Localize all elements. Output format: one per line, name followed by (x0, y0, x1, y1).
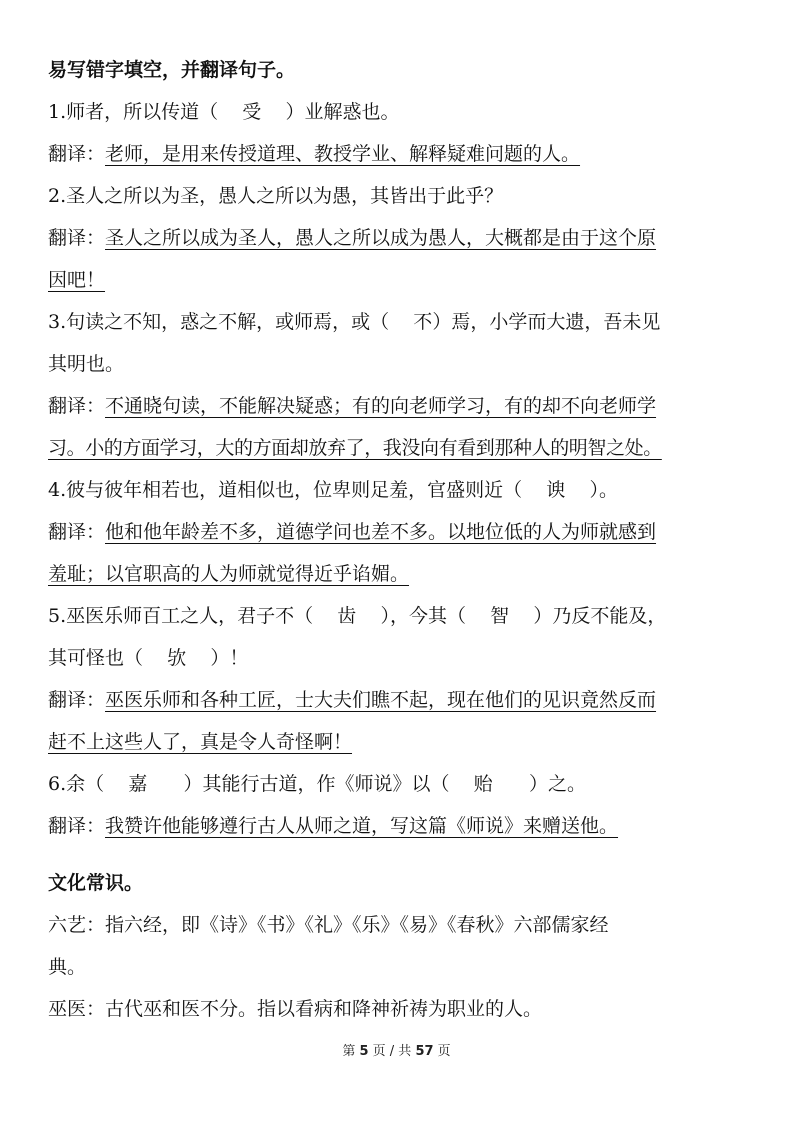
translation-6 (48, 813, 748, 839)
question-3-line2: 其明也。 (48, 353, 125, 375)
footer-post: 页 (433, 1044, 451, 1059)
translation-5-text-line1: 巫医乐师和各种工匠，士大夫们瞧不起，现在他们的见识竟然反而 (105, 689, 657, 711)
translation-label: 翻译： (48, 143, 106, 165)
translation-1-text: 老师，是用来传授道理、教授学业、解释疑难问题的人。 (105, 143, 581, 165)
translation-6-text: 我赞许他能够遵行古人从师之道，写这篇《师说》来赠送他。 (105, 815, 619, 837)
translation-2 (48, 225, 748, 251)
question-6 (48, 771, 748, 797)
question-5-line2-text: 其可怪也（ (48, 647, 144, 669)
section-title-typos: 易写错字填空，并翻译句子。 (48, 59, 296, 81)
translation-label: 翻译： (48, 815, 106, 837)
translation-label: 翻译： (48, 395, 106, 417)
liuyi-line2: 典。 (48, 956, 87, 978)
answer-5c: 欤 (143, 647, 211, 669)
question-5-text: 5.巫医乐师百工之人，君子不（ (48, 605, 314, 627)
answer-3: 不 (389, 311, 433, 333)
footer-mid: 页 / 共 (368, 1044, 416, 1059)
question-6-text: 6.余（ (48, 773, 105, 795)
question-5-line2 (48, 645, 748, 671)
question-5-tail: ）乃反不能及， (533, 605, 667, 627)
page-number: 5 (359, 1044, 369, 1059)
question-4 (48, 477, 748, 503)
question-5 (48, 603, 748, 629)
section-title-culture: 文化常识。 (48, 872, 144, 894)
question-3 (48, 309, 748, 335)
question-4-text: 4.彼与彼年相若也，道相似也，位卑则足羞，官盛则近（ (48, 479, 523, 501)
translation-2-line2 (48, 267, 748, 293)
wuyi-line: 巫医：古代巫和医不分。指以看病和降神祈祷为职业的人。 (48, 998, 543, 1020)
translation-3-text-line2: 习。小的方面学习，大的方面却放弃了，我没向有看到那种人的明智之处。 (48, 437, 662, 459)
question-4-tail: ）。 (589, 479, 618, 501)
answer-6a: 嘉 (104, 773, 184, 795)
translation-label: 翻译： (48, 227, 106, 249)
question-2: 2.圣人之所以为圣，愚人之所以为愚，其皆出于此乎？ (48, 185, 504, 207)
translation-1 (48, 141, 748, 167)
liuyi-line1: 六艺：指六经，即《诗》《书》《礼》《乐》《易》《春秋》六部儒家经 (48, 914, 609, 936)
answer-6b: 贻 (449, 773, 529, 795)
translation-2-text-line1: 圣人之所以成为圣人，愚人之所以成为愚人，大概都是由于这个原 (105, 227, 657, 249)
question-6-mid: ）其能行古道，作《师说》以（ (183, 773, 450, 795)
answer-1: 受 (218, 101, 286, 123)
translation-5-text-line2: 赶不上这些人了，真是令人奇怪啊！ (48, 731, 353, 753)
question-3-tail: ）焉，小学而大遗，吾未见 (432, 311, 661, 333)
translation-3-line2 (48, 435, 748, 461)
footer-pre: 第 (342, 1044, 360, 1059)
question-5-mid: ），今其（ (380, 605, 466, 627)
question-5-line2-tail: ）！ (210, 647, 249, 669)
translation-2-text-line2: 因吧！ (48, 269, 106, 291)
translation-label: 翻译： (48, 521, 106, 543)
translation-4 (48, 519, 748, 545)
translation-4-text-line2: 羞耻；以官职高的人为师就觉得近乎谄媚。 (48, 563, 410, 585)
page-footer (0, 1040, 793, 1059)
question-6-tail: ）之。 (528, 773, 586, 795)
question-3-text: 3.句读之不知，惑之不解，或师焉，或（ (48, 311, 390, 333)
translation-3 (48, 393, 748, 419)
translation-4-text-line1: 他和他年龄差不多，道德学问也差不多。以地位低的人为师就感到 (105, 521, 657, 543)
translation-5-line2 (48, 729, 748, 755)
answer-5b: 智 (465, 605, 534, 627)
translation-3-text-line1: 不通晓句读，不能解决疑惑；有的向老师学习，有的却不向老师学 (105, 395, 657, 417)
translation-4-line2 (48, 561, 748, 587)
question-1 (48, 99, 748, 125)
question-1-tail: ）业解惑也。 (285, 101, 400, 123)
answer-4: 谀 (522, 479, 590, 501)
question-1-text: 1.师者，所以传道（ (48, 101, 219, 123)
page-total: 57 (415, 1044, 434, 1059)
translation-5 (48, 687, 748, 713)
answer-5a: 齿 (313, 605, 381, 627)
translation-label: 翻译： (48, 689, 106, 711)
